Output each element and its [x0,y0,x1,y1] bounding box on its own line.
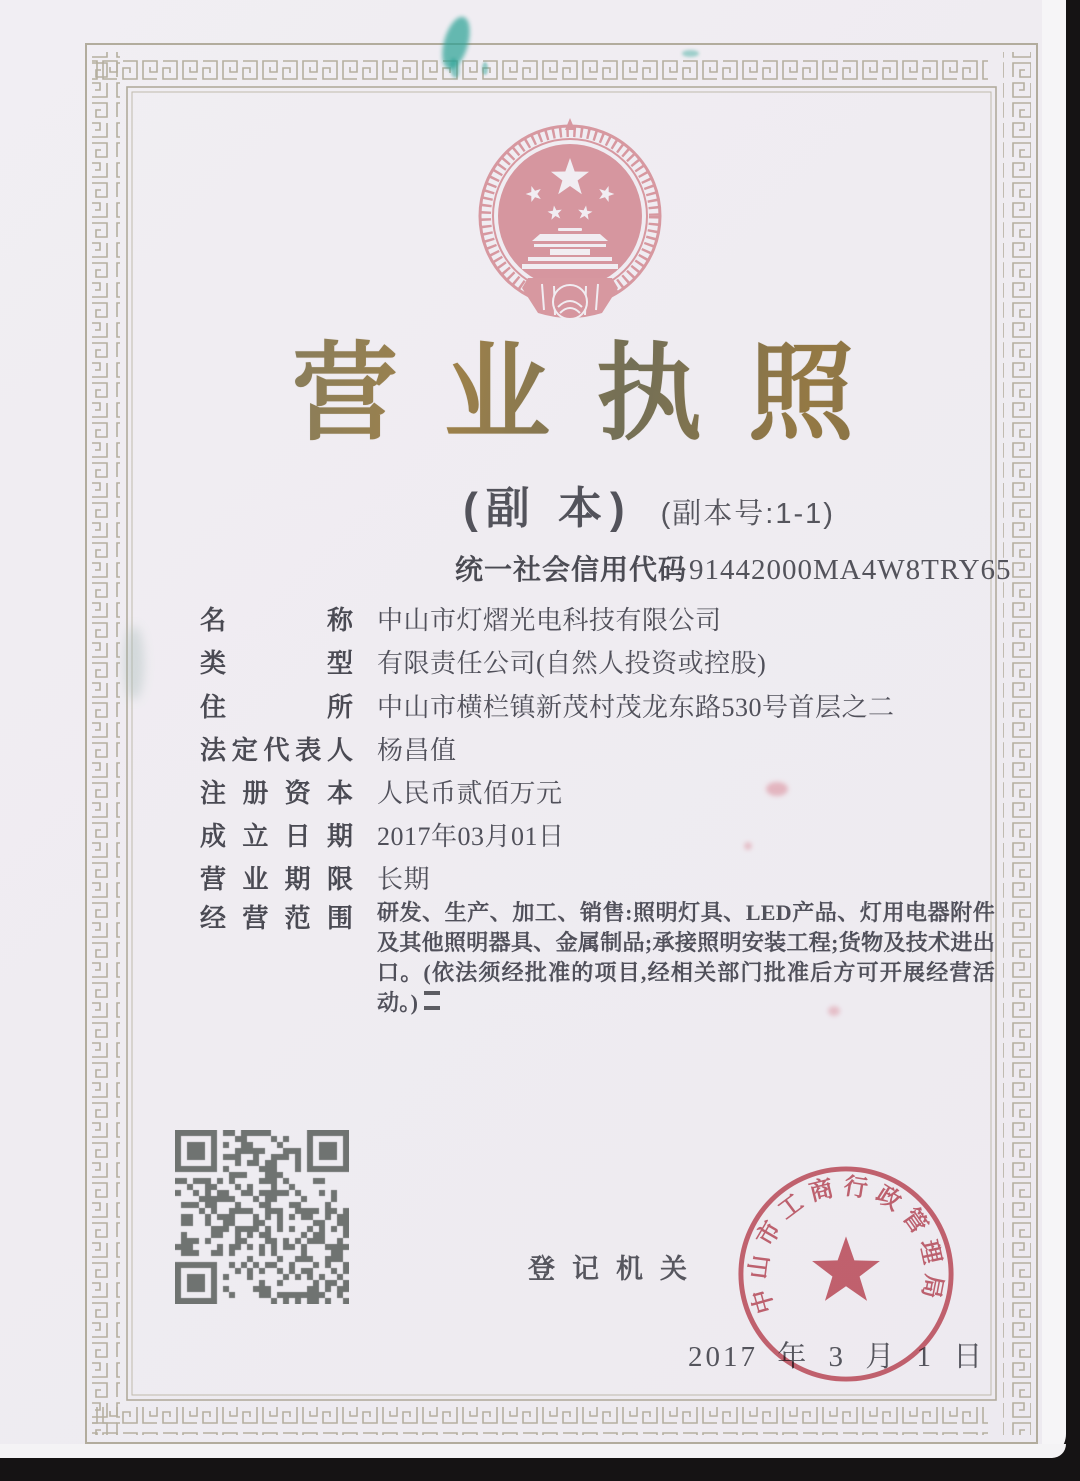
registration-authority-label: 登记机关 [528,1254,704,1284]
field-business-scope [200,898,995,1018]
field-registered-capital [200,773,563,810]
field-label: 成立日期 [200,821,353,851]
field-label: 住所 [200,692,353,722]
field-value: 长期 [377,865,431,894]
field-label: 类型 [200,648,353,678]
credit-code-value: 91442000MA4W8TRY65 [689,554,1012,586]
field-label: 注册资本 [200,778,353,808]
field-value: 中山市灯熠光电科技有限公司 [377,606,722,635]
field-value: 中山市横栏镇新茂村茂龙东路530号首层之二 [377,693,895,722]
national-emblem-icon [470,116,670,332]
credit-code-label: 统一社会信用代码 [455,554,688,585]
field-value: 人民币贰佰万元 [377,779,563,808]
field-label: 法定代表人 [200,735,353,765]
license-title: 营业执照 [40,330,1080,459]
field-value: 杨昌值 [377,736,457,765]
field-name [200,600,722,637]
field-value: 2017年03月01日 [377,822,565,851]
field-address [200,687,895,724]
field-value [377,898,995,1018]
credit-code-row [455,548,1012,588]
field-type [200,643,766,680]
qr-code [175,1130,349,1304]
field-establishment-date [200,816,565,853]
subtitle-row [116,472,1080,536]
field-business-term [200,859,430,896]
field-value: 有限责任公司(自然人投资或控股) [377,649,767,678]
duplicate-label: (副 本) [463,484,633,533]
issue-date: 2017 年 3 月 1 日 [688,1341,986,1373]
seal-text: 中山市工商行政管理局 [744,1172,948,1317]
duplicate-number: (副本号:1-1) [660,498,835,530]
official-seal [732,1160,960,1388]
scope-end-mark [424,991,440,1010]
field-label: 名称 [200,605,353,635]
field-label: 经营范围 [200,903,353,933]
field-legal-representative [200,730,457,767]
field-label: 营业期限 [200,864,353,894]
business-scope-text: 研发、生产、加工、销售:照明灯具、LED产品、灯用电器附件及其他照明器具、金属制品;承接照明安装工程;货物及技术进出口。(依法须经批准的项目,经相关部门批准后方可开展经营活动。) [377,900,995,1015]
